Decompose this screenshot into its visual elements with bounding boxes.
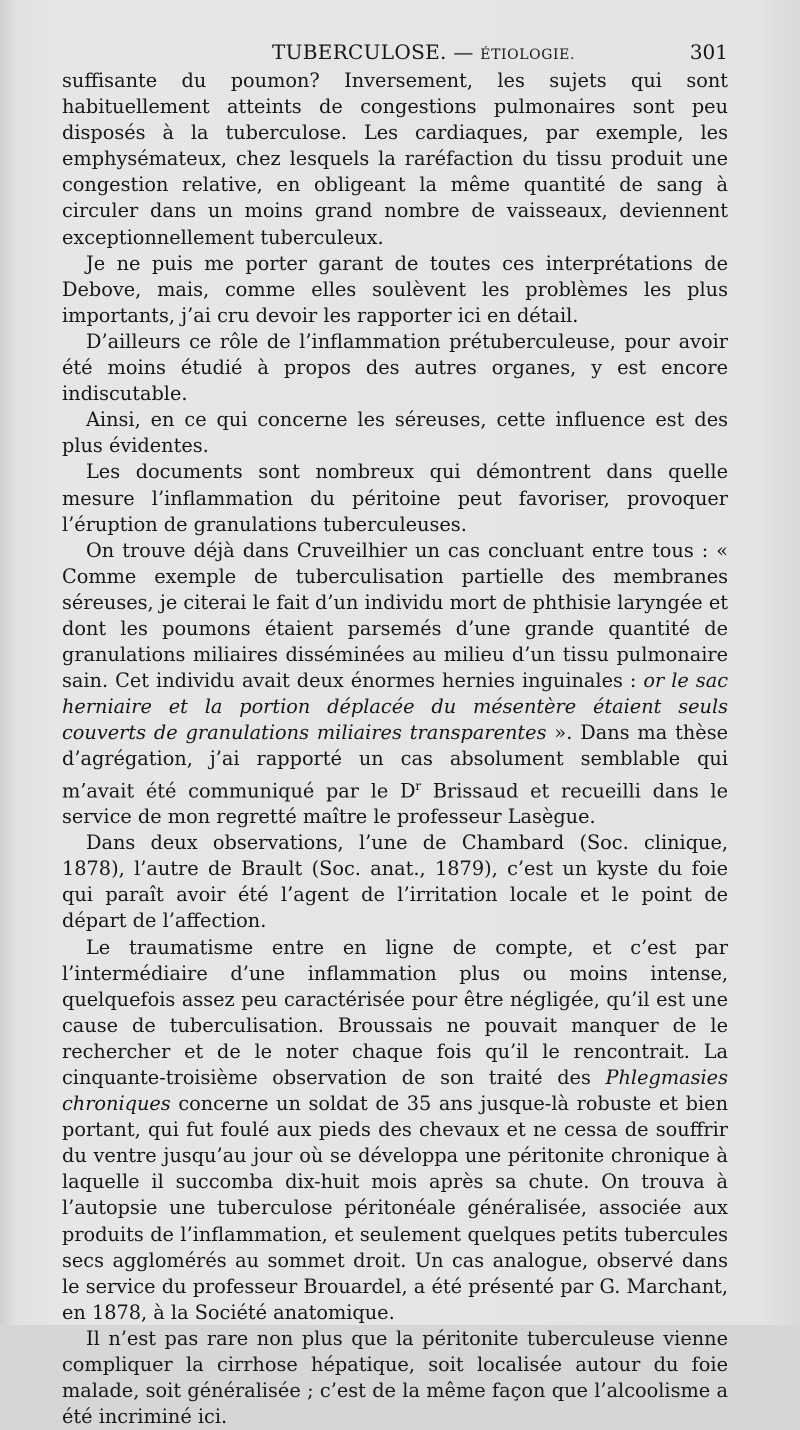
page-number: 301 (689, 40, 728, 64)
paragraph-4: Ainsi, en ce qui concerne les séreuses, cette influence est des plus évidentes. (62, 408, 728, 458)
paragraph-8-part-b: concerne un soldat de 35 ans jusque-là robuste et bien portant, qui fut foulé aux pieds des chevaux et ne cessa de souffrir du ventre jusqu’au jour où se développa une péritonite chronique à laquelle il succomba dix-huit mois après sa chute. On trouva à l’autopsie une tuberculose péritonéale généralisée, associée aux produits de l’inflammation, et seulement quelques petits tubercules secs agglomérés au sommet droit. Un cas analogue, observé dans le service du professeur Brouardel, a été présenté par G. Marchant, en 1878, à la Société anatomique. (62, 1092, 728, 1324)
paragraph-7: Dans deux observations, l’une de Chambard (Soc. clinique, 1878), l’autre de Brault (Soc. anat., 1879), c’est un kyste du foie qui paraît avoir été l’agent de l’irritation locale et le point de départ de l’affection. (62, 831, 728, 933)
running-header (62, 34, 728, 70)
paragraph-2: Je ne puis me porter garant de toutes ces interprétations de Debove, mais, comme elles soulèvent les problèmes les plus importants, j’ai cru devoir les rapporter ici en détail. (62, 251, 728, 327)
header-title-main: TUBERCULOSE. (272, 40, 447, 64)
paragraph-1: suffisante du poumon? Inversement, les sujets qui sont habituellement atteints de congestions pulmonaires sont peu disposés à la tuberculose. Les cardiaques, par exemple, les emphysémateux, chez lesquels la raréfaction du tissu produit une congestion relative, en obligeant la même quantité de sang à circuler dans un moins grand nombre de vaisseaux, deviennent exceptionnellement tuberculeux. (62, 69, 728, 249)
paragraph-9: Il n’est pas rare non plus que la péritonite tuberculeuse vienne compliquer la cirrhose hépatique, soit localisée autour du foie malade, soit généralisée ; c’est de la même façon que l’alcoolisme a été incriminé ici. (62, 1326, 728, 1429)
paragraph-6-superscript: r (415, 778, 422, 793)
body-text (62, 68, 728, 1430)
paragraph-3: D’ailleurs ce rôle de l’inflammation prétuberculeuse, pour avoir été moins étudié à propos des autres organes, y est encore indiscutable. (62, 329, 728, 406)
paragraph-8-book-title-italic: Phlegmasies chroniques (62, 1065, 728, 1116)
paragraph-5: Les documents sont nombreux qui démontrent dans quelle mesure l’inflammation du péritoine peut favoriser, provoquer l’éruption de granulations tuberculeuses. (62, 460, 728, 536)
running-title (272, 40, 575, 64)
header-title-section: ÉTIOLOGIE. (480, 47, 576, 63)
paragraph-8-part-a: Le traumatisme entre en ligne de compte, et c’est par l’intermédiaire d’une inflammation plus ou moins intense, quelquefois assez peu caractérisée pour être négligée, qu’il est une cause de tuberculisation. Broussais ne pouvait manquer de le rechercher et de le noter chaque fois qu’il le rencontrait. La cinquante-troisième observation de son traité des (62, 935, 728, 1089)
paragraph-6-part-c: Brissaud et recueilli dans le service de mon regretté maître le professeur Lasègue. (62, 778, 728, 829)
paragraph-6-part-b: ». Dans ma thèse d’agrégation, j’ai rapporté un cas absolument semblable qui m’avait été communiqué par le D (62, 721, 729, 802)
header-title-dash: — (446, 40, 481, 64)
paragraph-8 (62, 935, 728, 1326)
paragraph-6-part-a: On trouve déjà dans Cruveilhier un cas concluant entre tous : « Comme exemple de tuberculisation partielle des membranes séreuses, je citerai le fait d’un individu mort de phthisie laryngée et dont les poumons étaient parsemés d’une grande quantité de granulations miliaires disséminées au milieu d’un tissu pulmonaire sain. Cet individu avait deux énormes hernies inguinales : (62, 538, 728, 693)
paragraph-6-quote-italic: or le sac herniaire et la portion déplacée du mésentère étaient seuls couverts de granulations miliaires transparentes (62, 669, 728, 745)
paragraph-6 (62, 538, 728, 830)
